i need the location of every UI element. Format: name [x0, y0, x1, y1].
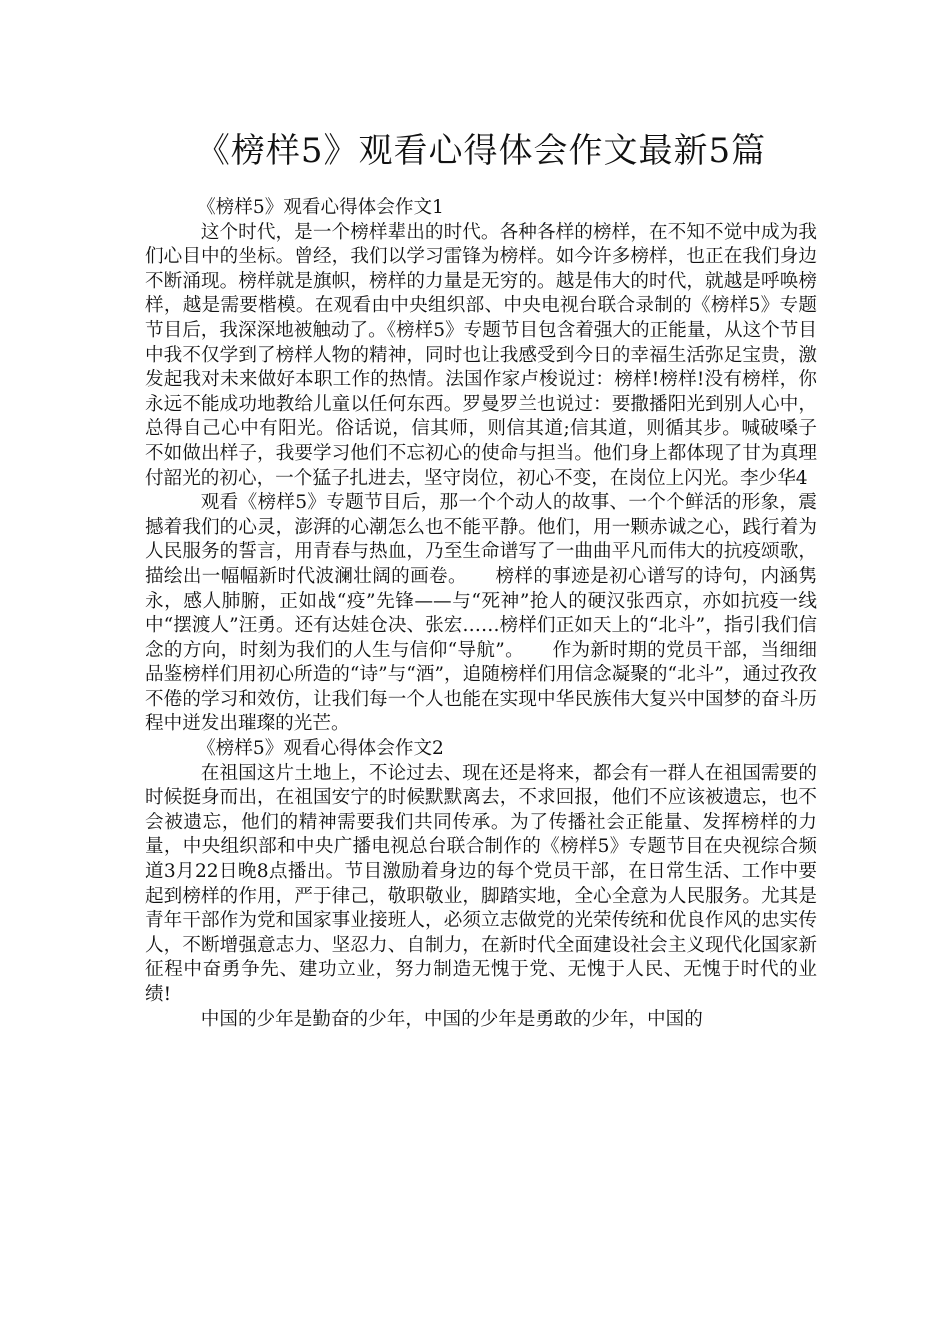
section-heading: 《榜样5》观看心得体会作文1	[197, 197, 444, 218]
paragraph: 中国的少年是勤奋的少年，中国的少年是勇敢的少年，中国的	[200, 1008, 703, 1030]
document-page	[145, 128, 817, 1032]
paragraph: 观看《榜样5》专题节目后，那一个个动人的故事、一个个鲜活的形象，震撼着我们的心灵，澎湃的心潮怎么也不能平静。他们，用一颗赤诚之心，践行着为人民服务的誓言，用青春与热血，乃至生命谱写了一曲曲平凡而伟大的抗疫颂歌，描绘出一幅幅新时代波澜壮阔的画卷。 榜样的事迹是初心谱写的诗句，内涵隽永，感人肺腑，正如战“疫”先锋——与“死神”抢人的硬汉张西京，亦如抗疫一线中“摆渡人”汪勇。还有达娃仓决、张宏……榜样们正如天上的“北斗”，指引我们信念的方向，时刻为我们的人生与信仰“导航”。 作为新时期的党员干部，当细细品鉴榜样们用初心所造的“诗”与“酒”，追随榜样们用信念凝聚的“北斗”，通过孜孜不倦的学习和效仿，让我们每一个人也能在实现中华民族伟大复兴中国梦的奋斗历程中迸发出璀璨的光芒。	[145, 492, 817, 735]
paragraph: 在祖国这片土地上，不论过去、现在还是将来，都会有一群人在祖国需要的时候挺身而出，在祖国安宁的时候默默离去，不求回报，他们不应该被遗忘，也不会被遗忘，他们的精神需要我们共同传承。为了传播社会正能量、发挥榜样的力量，中央组织部和中央广播电视总台联合制作的《榜样5》专题节目在央视综合频道3月22日晚8点播出。节目激励着身边的每个党员干部，在日常生活、工作中要起到榜样的作用，严于律己，敬职敬业，脚踏实地，全心全意为人民服务。尤其是青年干部作为党和国家事业接班人，必须立志做党的光荣传统和优良作风的忠实传人，不断增强意志力、坚忍力、自制力，在新时代全面建设社会主义现代化国家新征程中奋勇争先、建功立业，努力制造无愧于党、无愧于人民、无愧于时代的业绩!	[145, 762, 817, 1005]
paragraph: 这个时代，是一个榜样辈出的时代。各种各样的榜样，在不知不觉中成为我们心目中的坐标。曾经，我们以学习雷锋为榜样。如今许多榜样，也正在我们身边不断涌现。榜样就是旗帜，榜样的力量是无穷的。越是伟大的时代，就越是呼唤榜样，越是需要楷模。在观看由中央组织部、中央电视台联合录制的《榜样5》专题节目后，我深深地被触动了。《榜样5》专题节目包含着强大的正能量，从这个节目中我不仅学到了榜样人物的精神，同时也让我感受到今日的幸福生活弥足宝贵，激发起我对未来做好本职工作的热情。法国作家卢梭说过：榜样!榜样!没有榜样，你永远不能成功地教给儿童以任何东西。罗曼罗兰也说过：要撒播阳光到别人心中，总得自己心中有阳光。俗话说，信其师，则信其道;信其道，则循其步。喊破嗓子不如做出样子，我要学习他们不忘初心的使命与担当。他们身上都体现了甘为真理付韶光的初心，一个猛子扎进去，坚守岗位，初心不变，在岗位上闪光。李少华4	[145, 221, 817, 489]
section-heading: 《榜样5》观看心得体会作文2	[197, 738, 444, 760]
document-body	[145, 196, 817, 1032]
document-title: 《榜样5》观看心得体会作文最新5篇	[195, 131, 767, 171]
